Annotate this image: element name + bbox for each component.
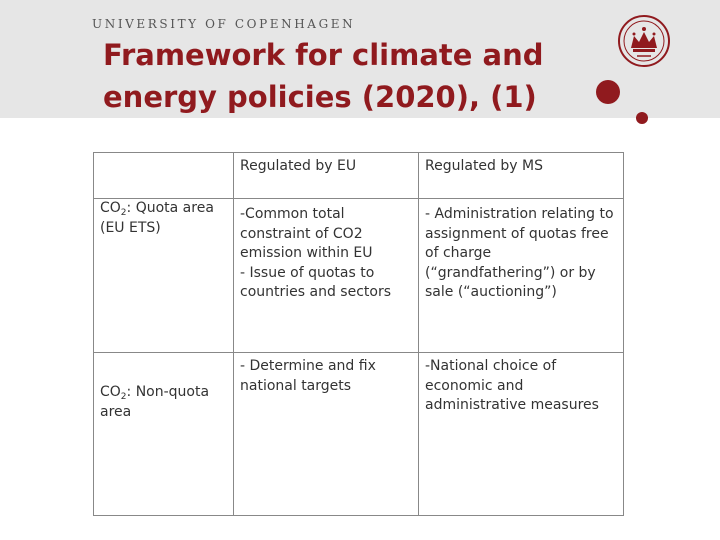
university-seal-logo [617,14,671,68]
title-line-1: Framework for climate and [103,38,544,72]
row-label-subscript: 2 [120,392,127,402]
cell-eu-quota-text: -Common total constraint of CO2 emission within EU - Issue of quotas to countries and sectors [240,206,391,300]
cell-ms-non-quota [419,353,624,516]
row-label-rest: : Quota area (EU ETS) [100,200,214,236]
cell-eu-non-quota [234,353,419,516]
cell-ms-non-quota-text: -National choice of economic and administrative measures [425,358,599,413]
row-label-rest: : Non-quota area [100,384,210,420]
header-cell-ms [419,153,624,199]
cell-eu-non-quota-text: - Determine and fix national targets [240,358,376,394]
page-title [103,34,623,118]
header-label-eu: Regulated by EU [240,158,357,174]
row-label-non-quota-area [94,353,234,516]
title-line-2: energy policies (2020), (1) [103,80,537,114]
table-row [94,199,624,353]
row-label-prefix: CO [100,200,121,216]
header-label-ms: Regulated by MS [425,158,543,174]
row-label-prefix: CO [100,384,121,400]
decorative-dot-small [636,112,648,124]
decorative-dot-large [596,80,620,104]
university-name: UNIVERSITY OF COPENHAGEN [92,17,356,31]
cell-eu-quota [234,199,419,353]
header-cell-eu [234,153,419,199]
table-row [94,353,624,516]
row-label-quota-area [94,199,234,353]
header-cell-empty [94,153,234,199]
row-label-subscript: 2 [120,208,127,218]
cell-ms-quota-text: - Administration relating to assignment of quotas free of charge (“grandfathering”) or by sale (“auctioning”) [425,206,614,300]
cell-ms-quota [419,199,624,353]
table-header-row [94,153,624,199]
policy-framework-table [93,152,624,516]
